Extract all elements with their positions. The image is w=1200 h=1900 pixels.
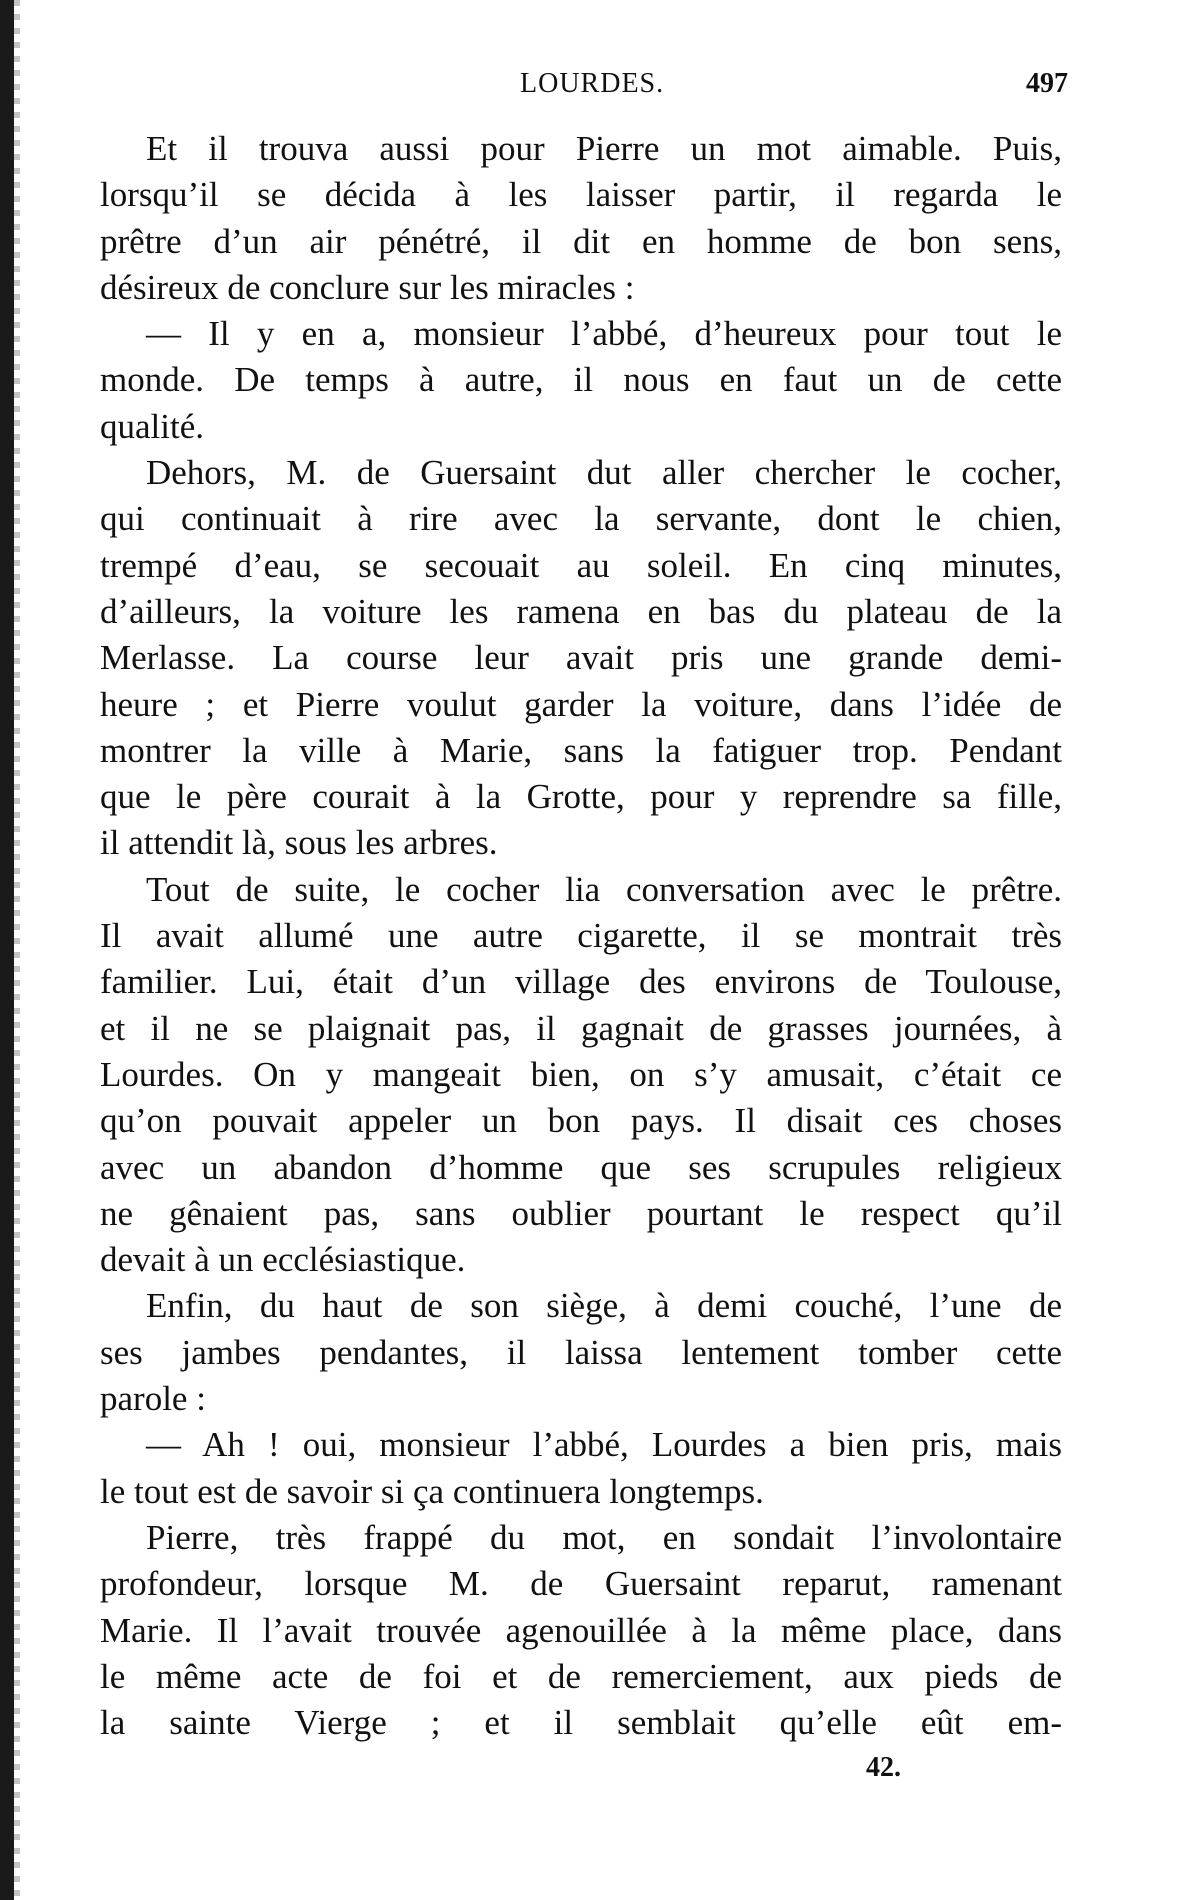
text-line: devait à un ecclésiastique. xyxy=(100,1240,466,1280)
text-line: Dehors, M. de Guersaint dut aller chercher le cocher, xyxy=(146,453,1062,493)
scan-binding-shadow xyxy=(14,0,20,1900)
text-line: heure ; et Pierre voulut garder la voiture, dans l’idée de xyxy=(100,684,1062,724)
paragraph xyxy=(100,311,1062,450)
text-line: qu’on pouvait appeler un bon pays. Il disait ces choses xyxy=(100,1101,1062,1141)
page-body xyxy=(100,126,1062,1746)
text-line: — Il y en a, monsieur l’abbé, d’heureux pour tout le xyxy=(146,314,1062,354)
paragraph xyxy=(100,1515,1062,1746)
text-line: désireux de conclure sur les miracles : xyxy=(100,267,635,307)
paragraph xyxy=(100,1422,1062,1515)
text-line: et il ne se plaignait pas, il gagnait de grasses journées, à xyxy=(100,1008,1062,1048)
text-line: il attendit là, sous les arbres. xyxy=(100,823,498,863)
text-line: la sainte Vierge ; et il semblait qu’elle eût em- xyxy=(100,1703,1062,1743)
paragraph xyxy=(100,1283,1062,1422)
page-number: 497 xyxy=(1026,68,1068,99)
text-line: ses jambes pendantes, il laissa lentement tomber cette xyxy=(100,1332,1062,1372)
text-line: profondeur, lorsque M. de Guersaint reparut, ramenant xyxy=(100,1564,1062,1604)
text-line: Lourdes. On y mangeait bien, on s’y amusait, c’était ce xyxy=(100,1054,1062,1094)
scan-binding-edge xyxy=(0,0,14,1900)
text-line: lorsqu’il se décida à les laisser partir, il regarda le xyxy=(100,175,1062,215)
text-line: Et il trouva aussi pour Pierre un mot aimable. Puis, xyxy=(146,129,1062,168)
text-line: montrer la ville à Marie, sans la fatiguer trop. Pendant xyxy=(100,730,1062,770)
text-line: Marie. Il l’avait trouvée agenouillée à la même place, dans xyxy=(100,1610,1062,1650)
text-line: trempé d’eau, se secouait au soleil. En cinq minutes, xyxy=(100,545,1062,585)
text-line: ne gênaient pas, sans oublier pourtant le respect qu’il xyxy=(100,1193,1062,1233)
paragraph xyxy=(100,126,1062,311)
text-line: Enfin, du haut de son siège, à demi couché, l’une de xyxy=(146,1286,1062,1326)
text-line: qui continuait à rire avec la servante, dont le chien, xyxy=(100,499,1062,539)
text-line: d’ailleurs, la voiture les ramena en bas du plateau de la xyxy=(100,591,1062,631)
text-line: familier. Lui, était d’un village des environs de Toulouse, xyxy=(100,962,1062,1002)
text-line: le même acte de foi et de remerciement, aux pieds de xyxy=(100,1656,1062,1696)
text-line: Pierre, très frappé du mot, en sondait l’involontaire xyxy=(146,1517,1062,1557)
text-line: Il avait allumé une autre cigarette, il se montrait très xyxy=(100,916,1062,956)
text-line: Tout de suite, le cocher lia conversation avec le prêtre. xyxy=(146,869,1062,909)
text-line: parole : xyxy=(100,1379,206,1419)
text-line: avec un abandon d’homme que ses scrupules religieux xyxy=(100,1147,1062,1187)
page-header xyxy=(100,68,1068,108)
text-line: Merlasse. La course leur avait pris une grande demi- xyxy=(100,638,1062,678)
text-line: qualité. xyxy=(100,406,204,446)
text-line: prêtre d’un air pénétré, il dit en homme de bon sens, xyxy=(100,221,1062,261)
paragraph xyxy=(100,450,1062,867)
signature-mark: 42. xyxy=(866,1752,901,1783)
text-line: — Ah ! oui, monsieur l’abbé, Lourdes a bien pris, mais xyxy=(146,1425,1062,1465)
text-line: que le père courait à la Grotte, pour y reprendre sa fille, xyxy=(100,777,1062,817)
paragraph xyxy=(100,867,1062,1284)
text-line: monde. De temps à autre, il nous en faut un de cette xyxy=(100,360,1062,400)
text-line: le tout est de savoir si ça continuera longtemps. xyxy=(100,1471,764,1511)
running-title: LOURDES. xyxy=(520,68,665,99)
